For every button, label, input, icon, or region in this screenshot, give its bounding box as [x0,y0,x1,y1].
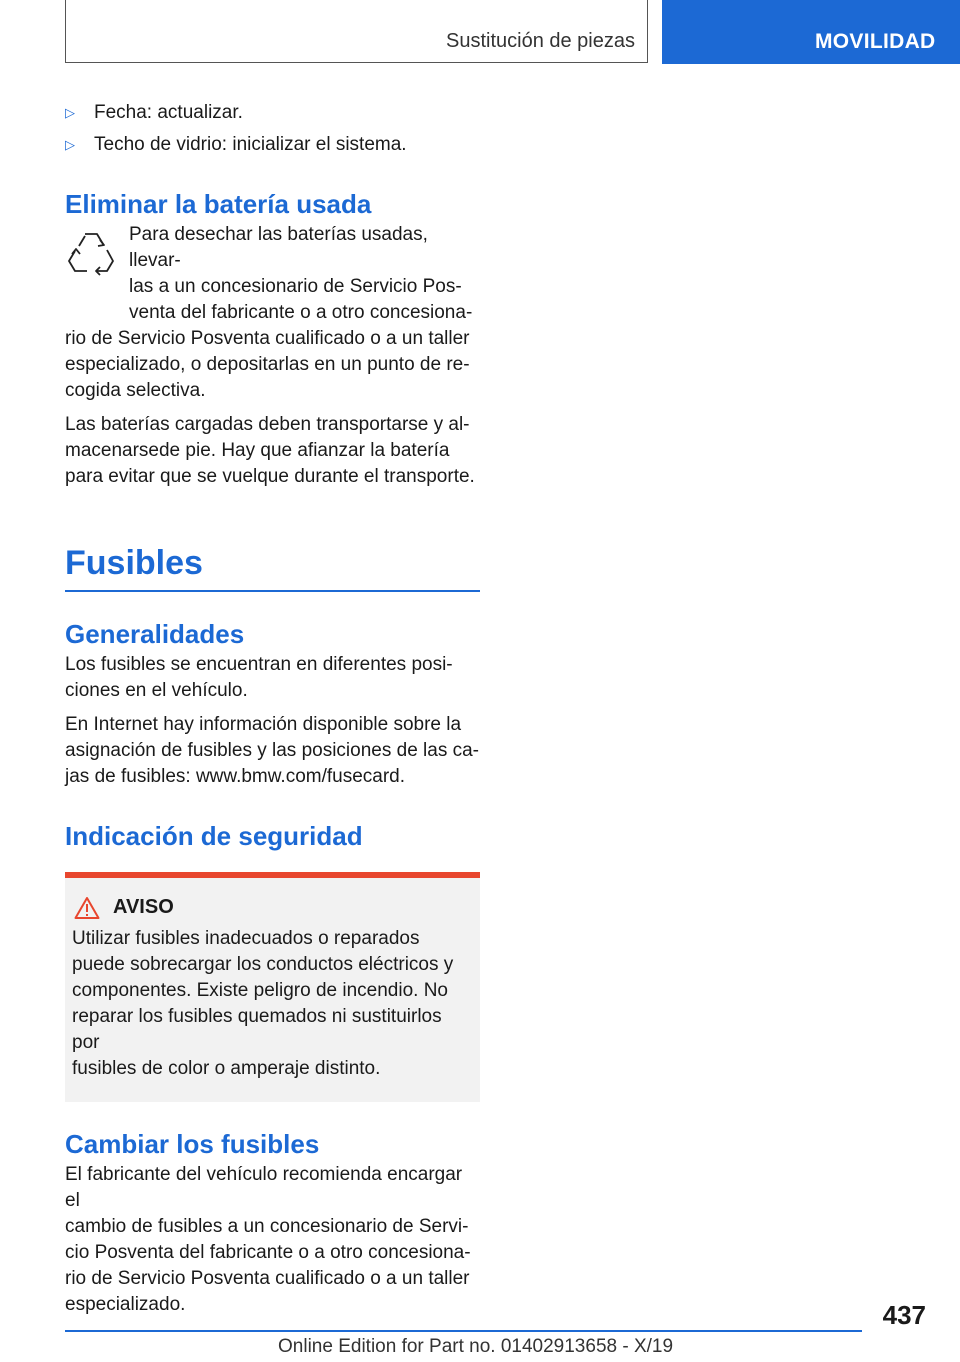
list-item-text: Fecha: actualizar. [94,102,243,123]
general-heading: Generalidades [65,618,245,649]
fuses-title: Fusibles [65,544,203,582]
title-rule [65,590,480,592]
section-title: Sustitución de piezas [445,30,635,52]
warning-line: componentes. Existe peligro de incendio. No [72,979,449,1001]
header-box [65,0,648,63]
battery-heading: Eliminar la batería usada [65,189,372,219]
footer-rule [65,1330,862,1332]
warning-box [65,872,480,1102]
change-line: cambio de fusibles a un concesionario de Servi- [65,1215,469,1237]
list-item [65,132,480,158]
warning-label: AVISO [113,896,174,918]
triangle-bullet-icon: ▷ [65,105,75,120]
page-content [65,100,480,1318]
battery-text-line: Para desechar las baterías usadas, llevar- [129,224,428,271]
battery-transport-line: Las baterías cargadas deben transportarse y al- [65,414,470,435]
battery-text-line: especializado, o depositarlas en un punto de re- [65,354,470,375]
warning-line: puede sobrecargar los conductos eléctricos y [72,953,454,975]
battery-transport-line: macenarsede pie. Hay que afianzar la batería [65,440,450,461]
warning-line: Utilizar fusibles inadecuados o reparados [72,927,420,949]
triangle-bullet-icon: ▷ [65,137,75,152]
chapter-tab [662,0,960,64]
list-item-text: Techo de vidrio: inicializar el sistema. [94,134,407,155]
page-number: 437 [882,1300,926,1330]
change-heading: Cambiar los fusibles [65,1128,320,1159]
edition-note: Online Edition for Part no. 01402913658 - X/19 [278,1336,674,1357]
general-paragraph [65,652,480,704]
battery-transport-paragraph [65,412,480,490]
internet-line: asignación de fusibles y las posiciones de las ca- [65,739,480,761]
change-line: El fabricante del vehículo recomienda encargar el [65,1163,463,1211]
recycle-icon [65,226,117,278]
internet-line: jas de fusibles: www.bmw.com/fusecard. [65,765,406,787]
chapter-tab-label: MOVILIDAD [815,30,936,53]
warning-line: fusibles de color o amperaje distinto. [72,1057,381,1079]
change-paragraph [65,1162,480,1318]
list-item [65,100,480,126]
general-line: Los fusibles se encuentran en diferentes posi- [65,653,453,675]
warning-triangle-icon [74,896,100,920]
safety-heading: Indicación de seguridad [65,820,363,851]
internet-line: En Internet hay información disponible sobre la [65,713,462,735]
battery-text-line: rio de Servicio Posventa cualificado o a un taller [65,328,470,349]
battery-text-line: venta del fabricante o a otro concesiona- [129,302,473,323]
battery-text-line: cogida selectiva. [65,380,206,401]
change-line: cio Posventa del fabricante o a otro concesiona- [65,1241,471,1263]
general-line: ciones en el vehículo. [65,679,248,701]
warning-line: reparar los fusibles quemados ni sustituirlos por [72,1005,442,1053]
change-line: rio de Servicio Posventa cualificado o a un taller [65,1267,470,1289]
battery-transport-line: para evitar que se vuelque durante el transporte. [65,466,475,487]
battery-text-line: las a un concesionario de Servicio Pos- [129,276,462,297]
battery-paragraph [65,222,480,404]
internet-paragraph [65,712,480,790]
change-line: especializado. [65,1293,186,1315]
warning-header [72,896,473,920]
